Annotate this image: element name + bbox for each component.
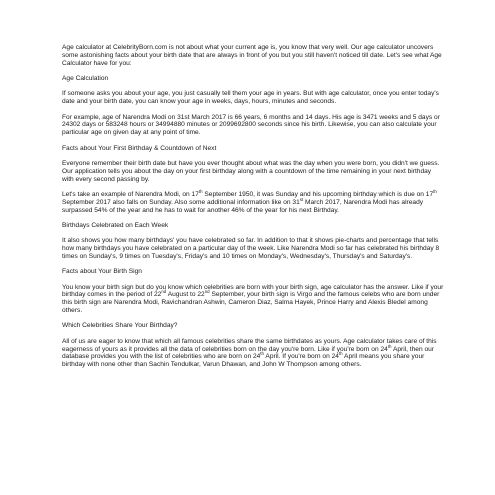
- text-run: April means you share your birthday with none other than Sachin Tendulkar, Varun Dhawan, and John W Thompson among others.: [62, 353, 425, 369]
- share-birthday-paragraph: [62, 338, 444, 369]
- superscript: th: [433, 188, 437, 194]
- first-birthday-paragraph-1: Everyone remember their birth date but have you ever thought about what was the day when you were born, you didn't we guess. Our application tells you about the day on your first birthday along with a countdown of the time remaining in your next birthday with every second passing by.: [62, 159, 440, 183]
- heading-first-birthday: Facts about Your First Birthday & Countdown of Next: [62, 144, 217, 152]
- first-birthday-paragraph-2: [62, 188, 444, 214]
- text-run: All of us are eager to know that which all famous celebrities share the same birthdates as yours. Age calculator takes care of this eagerness of yours as it provides all the data of celebrities born on the day you're born. Like if you're born on 24: [62, 337, 437, 353]
- superscript: th: [387, 343, 392, 349]
- superscript: nd: [161, 289, 167, 295]
- text-run: March 2017, Narendra Modi has already surpassed 54% of the year and he has to wait for another 46% of the year for his next Birthday.: [62, 198, 424, 214]
- superscript: th: [198, 188, 203, 194]
- age-calculation-paragraph-2: For example, age of Narendra Modi on 31st March 2017 is 66 years, 6 months and 14 days. His age is 3471 weeks and 5 days or 24302 days or 583248 hours or 34994880 minutes or 2099692800 seconds since his birth. Likewise, you can also calculate your particular age on given day at any point of time.: [62, 113, 440, 137]
- superscript: st: [299, 196, 304, 202]
- each-week-paragraph: It also shows you how many birthdays' you have celebrated so far. In addition to that it shows pie-charts and percentage that tells how many birthdays you have celebrated on a particular day of the week. Like Narendra Modi so far has celebrated his birthday 8 times on Sunday's, 9 times on Tuesday's, Friday's and 10 times on Monday's, Wednesday's, Thursday's and Saturday's.: [62, 237, 440, 260]
- superscript: nd: [204, 289, 210, 295]
- heading-birth-sign: Facts about Your Birth Sign: [62, 268, 142, 276]
- text-run: September 2017 also falls on Sunday. Also some additional information like on 31: [62, 198, 300, 206]
- superscript: th: [338, 351, 343, 357]
- document-page: [62, 44, 444, 377]
- text-run: April, then our database provides you with the list of celebrities who are born on 24: [62, 345, 435, 361]
- heading-each-week: Birthdays Celebrated on Each Week: [62, 221, 169, 229]
- text-run: Let's take an example of Narendra Modi, on 17: [62, 190, 199, 198]
- text-run: April. If you're born on 24: [263, 353, 339, 361]
- birth-sign-paragraph: [62, 284, 444, 315]
- text-run: September, your birth sign is Virgo and the famous celebs who are born under this birth sign are Narendra Modi, Ravichandran Ashwin, Cameron Diaz, Salma Hayek, Prince Harry and Alexis Bledel among others.: [62, 291, 440, 315]
- superscript: th: [260, 351, 264, 357]
- text-run: August to 22: [166, 291, 205, 299]
- intro-paragraph: Age calculator at CelebrityBorn.com is not about what your current age is, you know that very well. Our age calculator uncovers some astonishing facts about your birth date that are always in front of you but you still haven't noticed till date. Let's see what Age Calculator have for you:: [62, 44, 442, 67]
- heading-age-calculation: Age Calculation: [62, 74, 109, 82]
- text-run: You know your birth sign but do you know which celebrities are born with your birth sign, age calculator has the answer. Like if your birthday comes in the period of 22: [62, 283, 444, 299]
- text-run: September 1950, it was Sunday and his upcoming birthday which is due on 17: [202, 190, 434, 198]
- age-calculation-paragraph-1: If someone asks you about your age, you just casually tell them your age in years. But with age calculator, once you enter today's date and your birth date, you can know your age in weeks, days, hours, minutes and seconds.: [62, 90, 439, 106]
- heading-share-birthday: Which Celebrities Share Your Birthday?: [62, 322, 178, 330]
